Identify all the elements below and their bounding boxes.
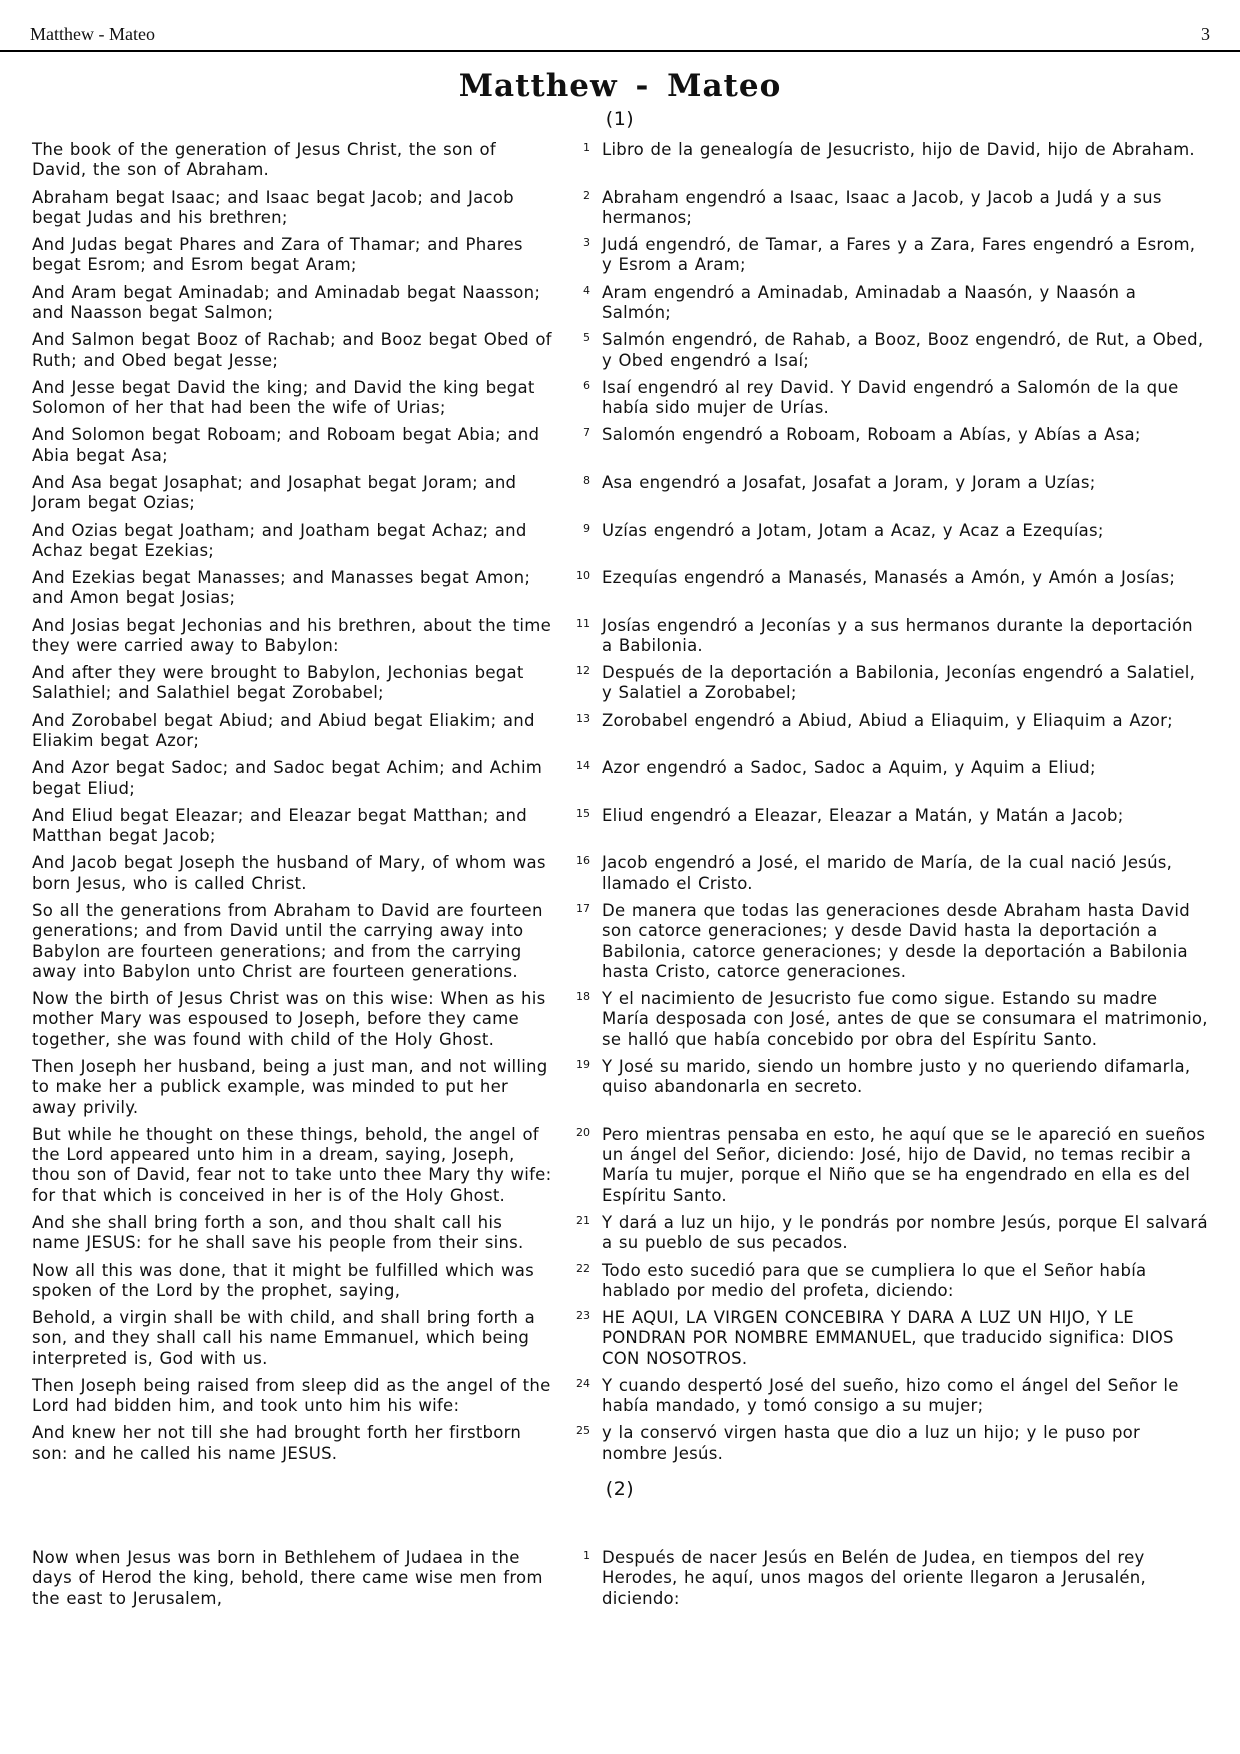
verse-text-spanish: De manera que todas las generaciones desde Abraham hasta David son catorce generaciones; y desde David hasta la deportación a Babilonia, catorce generaciones; y desde la deportación a Babilonia hasta Cristo, catorce generaciones. [602,901,1190,981]
verse-row [32,711,1208,752]
verse-text-english: And Jacob begat Joseph the husband of Mary, of whom was born Jesus, who is called Christ. [32,853,546,893]
verse-row [32,1376,1208,1417]
verse-text-spanish: Salmón engendró, de Rahab, a Booz, Booz engendró, de Rut, a Obed, y Obed engendró a Isaí; [602,330,1204,370]
page-title: Matthew - Mateo [458,68,782,104]
verse-row [32,1261,1208,1302]
verse-text-spanish: Isaí engendró al rey David. Y David engendró a Salomón de la que había sido mujer de Urías. [602,377,1179,418]
verse-text-english: Now all this was done, that it might be fulfilled which was spoken of the Lord by the prophet, saying, [32,1260,534,1300]
chapter-marker: (2) [605,1478,635,1501]
verse-number: 13 [576,711,590,725]
verse-row [32,853,1208,894]
verse-text-english: Now the birth of Jesus Christ was on this wise: When as his mother Mary was espoused to Joseph, before they came together, she was found with child of the Holy Ghost. [32,989,546,1049]
chapters [0,108,1240,1656]
verse-number: 3 [583,236,590,250]
verse-row [32,378,1208,419]
verse-number: 12 [576,664,590,678]
verse-row [32,473,1208,514]
verse-text-spanish: Eliud engendró a Eleazar, Eleazar a Matán, y Matán a Jacob; [602,805,1124,825]
verse-text-english: And Solomon begat Roboam; and Roboam begat Abia; and Abia begat Asa; [32,425,540,465]
verse-number: 22 [576,1261,590,1275]
verse-number: 9 [583,521,590,535]
verse-number: 8 [583,473,590,487]
verse-row [32,616,1208,657]
verse-text-spanish: Jacob engendró a José, el marido de María, de la cual nació Jesús, llamado el Cristo. [602,853,1173,893]
verse-text-spanish: Pero mientras pensaba en esto, he aquí que se le apareció en sueños un ángel del Señor, diciendo: José, hijo de David, no temas recibir a María tu mujer, porque el Niño que se ha engendrado en ella es del Espíritu Santo. [602,1124,1206,1205]
verse-row [32,1308,1208,1369]
verse-text-spanish: Después de nacer Jesús en Belén de Judea, en tiempos del rey Herodes, he aquí, unos magos del oriente llegaron a Jerusalén, diciendo: [602,1548,1146,1608]
verse-row [32,901,1208,982]
verse-text-spanish: Abraham engendró a Isaac, Isaac a Jacob, y Jacob a Judá y a sus hermanos; [602,187,1162,227]
verse-number: 4 [583,283,590,297]
verse-row [32,663,1208,704]
verse-row [32,235,1208,276]
verse-text-english: Behold, a virgin shall be with child, and shall bring forth a son, and they shall call his name Emmanuel, which being interpreted is, God with us. [32,1308,535,1368]
verse-text-english: The book of the generation of Jesus Christ, the son of David, the son of Abraham. [32,140,496,180]
verse-number: 6 [583,378,590,392]
verse-text-spanish: Salomón engendró a Roboam, Roboam a Abías, y Abías a Asa; [602,425,1141,445]
verse-text-english: And Josias begat Jechonias and his brethren, about the time they were carried away to Babylon: [32,615,551,655]
verse-row [32,425,1208,466]
verse-number: 23 [576,1309,590,1323]
verse-text-spanish: Y cuando despertó José del sueño, hizo como el ángel del Señor le había mandado, y tomó consigo a su mujer; [602,1375,1179,1416]
verse-text-english: And Ezekias begat Manasses; and Manasses begat Amon; and Amon begat Josias; [32,568,531,608]
verse-number: 17 [576,902,590,915]
verse-text-spanish: Asa engendró a Josafat, Josafat a Joram, y Joram a Uzías; [602,472,1096,492]
verse-number: 2 [583,188,590,202]
verse-text-english: And Zorobabel begat Abiud; and Abiud begat Eliakim; and Eliakim begat Azor; [32,710,535,751]
header-page-number: 3 [1201,24,1210,44]
verse-row [32,1125,1208,1206]
verse-text-english: And Aram begat Aminadab; and Aminadab begat Naasson; and Naasson begat Salmon; [32,282,541,322]
header-book-title: Matthew - Mateo [30,24,155,44]
verse-text-spanish: y la conservó virgen hasta que dio a luz un hijo; y le puso por nombre Jesús. [602,1423,1141,1463]
verse-number: 15 [576,806,590,820]
verse-text-english: And Judas begat Phares and Zara of Thamar; and Phares begat Esrom; and Esrom begat Aram; [32,235,523,275]
verse-text-spanish: Y el nacimiento de Jesucristo fue como sigue. Estando su madre María desposada con José, antes de que se consumara el matrimonio, se halló que había concebido por obra del Espíritu Santo. [602,989,1208,1049]
verse-row [32,989,1208,1050]
verse-text-english: But while he thought on these things, behold, the angel of the Lord appeared unto him in a dream, saying, Joseph, thou son of David, fear not to take unto thee Mary thy wife: for that which is conceived in her is of the Holy Ghost. [32,1124,552,1205]
verse-text-english: And Asa begat Josaphat; and Josaphat begat Joram; and Joram begat Ozias; [32,472,517,513]
verse-number: 5 [583,331,590,345]
verse-row [32,758,1208,799]
verse-text-english: And Salmon begat Booz of Rachab; and Booz begat Obed of Ruth; and Obed begat Jesse; [32,330,552,370]
verse-text-english: And Eliud begat Eleazar; and Eleazar begat Matthan; and Matthan begat Jacob; [32,805,527,846]
verse-number: 25 [576,1424,590,1438]
verse-text-spanish: Azor engendró a Sadoc, Sadoc a Aquim, y Aquim a Eliud; [602,758,1096,778]
verse-text-spanish: Ezequías engendró a Manasés, Manasés a Amón, y Amón a Josías; [602,568,1176,588]
verse-row [32,806,1208,847]
verse-row [32,188,1208,229]
verse-number: 19 [576,1057,590,1071]
verse-row [32,1057,1208,1118]
verse-row [32,1213,1208,1254]
chapter [32,1478,1208,1609]
verse-row [32,1423,1208,1464]
verse-number: 18 [576,990,590,1004]
verse-text-english: And knew her not till she had brought forth her firstborn son: and he called his name JESUS. [32,1423,522,1463]
verse-text-english: And she shall bring forth a son, and thou shalt call his name JESUS: for he shall save his people from their sins. [32,1212,524,1253]
verse-number: 1 [583,141,590,154]
verse-text-spanish: Josías engendró a Jeconías y a sus hermanos durante la deportación a Babilonia. [602,615,1193,655]
page-header [0,0,1240,52]
verse-text-english: Abraham begat Isaac; and Isaac begat Jacob; and Jacob begat Judas and his brethren; [32,187,514,227]
verse-text-english: Then Joseph being raised from sleep did as the angel of the Lord had bidden him, and took unto him his wife: [32,1375,551,1416]
verse-text-english: And after they were brought to Babylon, Jechonias begat Salathiel; and Salathiel begat Zorobabel; [32,663,524,703]
verse-number: 21 [576,1213,590,1227]
verse-text-spanish: Y dará a luz un hijo, y le pondrás por nombre Jesús, porque El salvará a su pueblo de sus pecados. [602,1212,1208,1253]
verse-row [32,568,1208,609]
verse-text-english: And Jesse begat David the king; and David the king begat Solomon of her that had been the wife of Urias; [32,377,535,418]
verse-row [32,283,1208,324]
verse-text-english: And Ozias begat Joatham; and Joatham begat Achaz; and Achaz begat Ezekias; [32,520,527,560]
verse-row [32,330,1208,371]
verse-text-spanish: Y José su marido, siendo un hombre justo y no queriendo difamarla, quiso abandonarla en secreto. [602,1056,1191,1097]
verse-text-english: Then Joseph her husband, being a just man, and not willing to make her a publick example, was minded to put her away privily. [32,1056,548,1117]
verse-row [32,521,1208,562]
verse-text-english: And Azor begat Sadoc; and Sadoc begat Achim; and Achim begat Eliud; [32,758,543,798]
verse-text-spanish: Uzías engendró a Jotam, Jotam a Acaz, y Acaz a Ezequías; [602,520,1104,540]
chapter [32,108,1208,1464]
verse-text-spanish: Libro de la genealogía de Jesucristo, hijo de David, hijo de Abraham. [602,140,1195,159]
verse-number: 11 [576,616,590,630]
verse-text-spanish: Después de la deportación a Babilonia, Jeconías engendró a Salatiel, y Salatiel a Zorobabel; [602,663,1196,703]
verse-number: 16 [576,854,590,868]
verse-text-spanish: Zorobabel engendró a Abiud, Abiud a Eliaquim, y Eliaquim a Azor; [602,710,1173,730]
verse-number: 10 [576,569,590,583]
verse-number: 24 [576,1376,590,1390]
verse-text-spanish: HE AQUI, LA VIRGEN CONCEBIRA Y DARA A LUZ UN HIJO, Y LE PONDRAN POR NOMBRE EMMANUEL, que traducido significa: DIOS CON NOSOTROS. [602,1308,1174,1368]
verse-number: 7 [583,426,590,440]
verse-number: 14 [576,759,590,773]
verse-row [32,140,1208,181]
verse-text-spanish: Judá engendró, de Tamar, a Fares y a Zara, Fares engendró a Esrom, y Esrom a Aram; [602,235,1196,275]
verse-number: 20 [576,1125,590,1139]
verse-text-spanish: Aram engendró a Aminadab, Aminadab a Naasón, y Naasón a Salmón; [602,282,1137,322]
verse-text-spanish: Todo esto sucedió para que se cumpliera lo que el Señor había hablado por medio del profeta, diciendo: [602,1260,1147,1300]
verse-row [32,1548,1208,1609]
verse-number: 1 [583,1549,590,1563]
verse-text-english: So all the generations from Abraham to David are fourteen generations; and from David until the carrying away into Babylon are fourteen generations; and from the carrying away into Babylon unto Christ are fourteen generations. [32,901,543,981]
chapter-marker: (1) [605,108,635,130]
verse-text-english: Now when Jesus was born in Bethlehem of Judaea in the days of Herod the king, behold, there came wise men from the east to Jerusalem, [32,1548,543,1608]
